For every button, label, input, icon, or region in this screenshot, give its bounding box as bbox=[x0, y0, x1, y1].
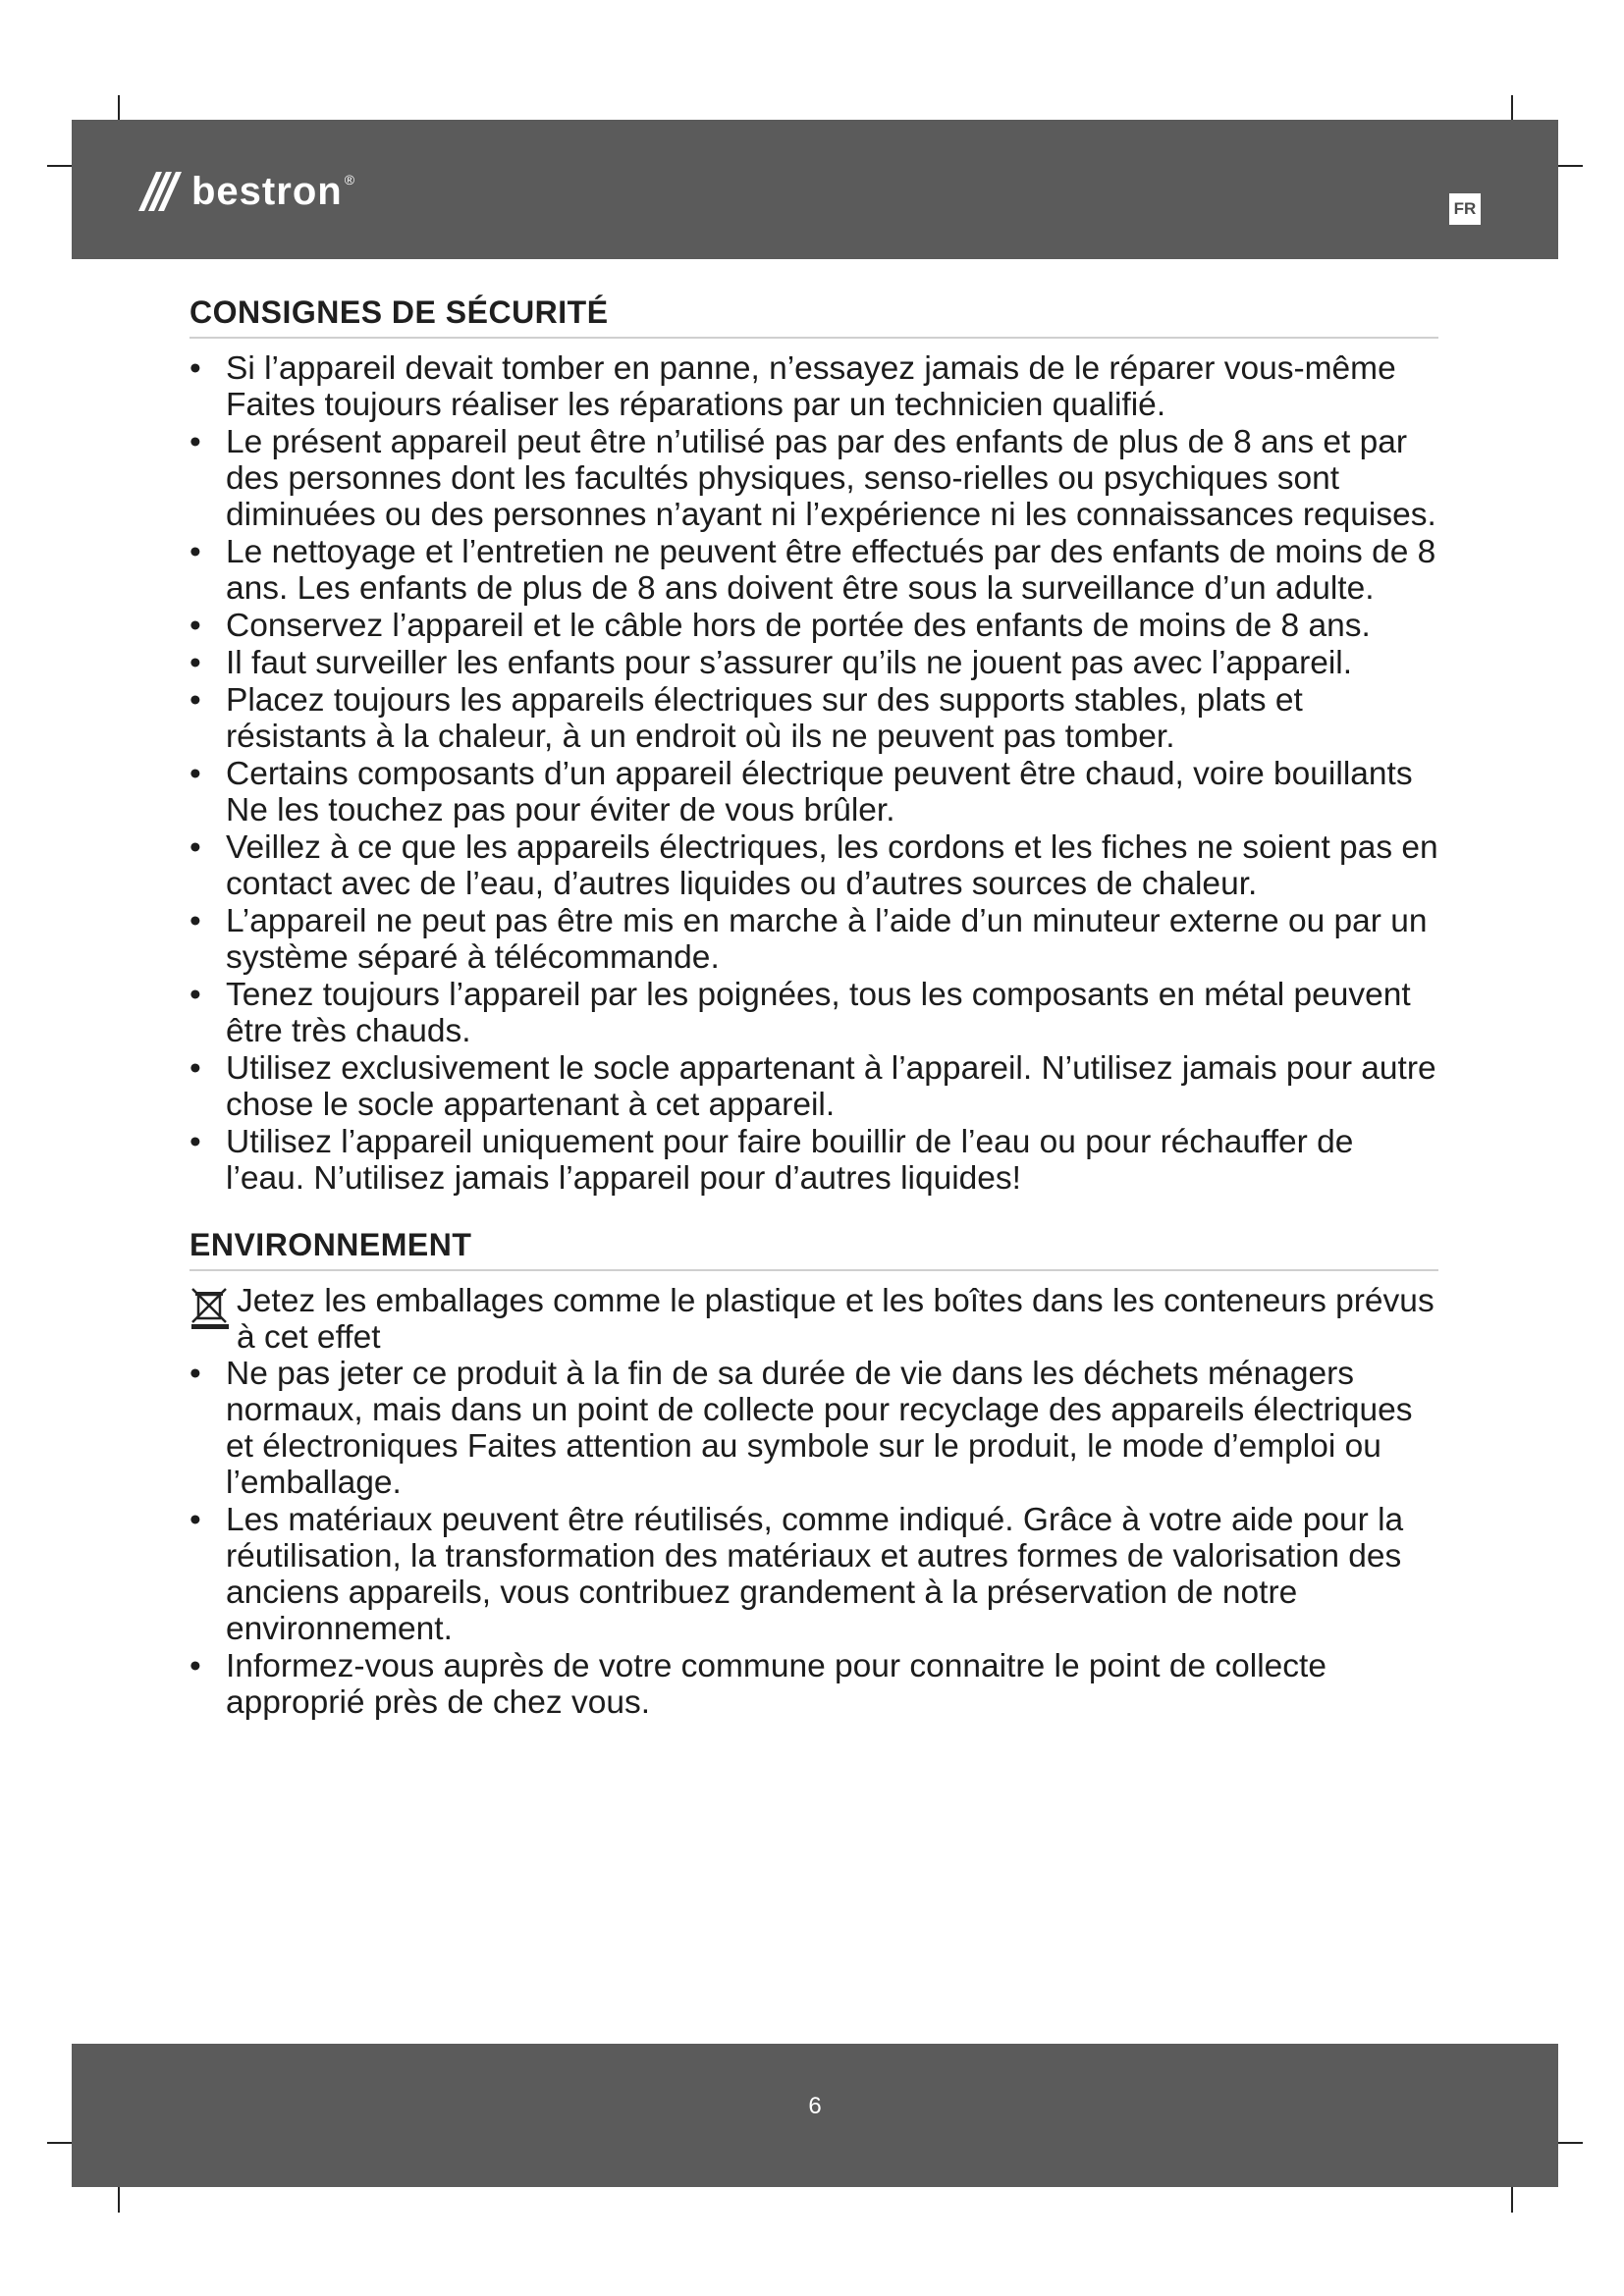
list-item bbox=[189, 534, 1438, 607]
header-band bbox=[72, 120, 1558, 259]
environment-intro-text: Jetez les emballages comme le plastique et les boîtes dans les conteneurs prévus à cet effet bbox=[237, 1283, 1435, 1356]
bullet: • bbox=[189, 682, 201, 719]
crossed-out-bin-icon bbox=[189, 1287, 231, 1330]
list-item-text: Les matériaux peuvent être réutilisés, comme indiqué. Grâce à votre aide pour la réutilisation, la transformation des matériaux et autres formes de valorisation des anciens appareils, vous contribuez grandement à la préservation de notre environnement. bbox=[226, 1502, 1404, 1647]
list-item-text: Il faut surveiller les enfants pour s’assurer qu’ils ne jouent pas avec l’appareil. bbox=[226, 645, 1353, 681]
list-item-text: Ne pas jeter ce produit à la fin de sa durée de vie dans les déchets ménagers normaux, mais dans un point de collecte pour recyclage des appareils électriques et électroniques Faites attention au symbole sur le produit, le mode d’emploi ou l’emballage. bbox=[226, 1356, 1413, 1501]
bullet: • bbox=[189, 1502, 201, 1538]
bullet: • bbox=[189, 350, 201, 387]
list-item bbox=[189, 608, 1438, 644]
list-item-text: Informez-vous auprès de votre commune pour connaitre le point de collecte approprié près de chez vous. bbox=[226, 1648, 1326, 1721]
footer-band bbox=[72, 2044, 1558, 2187]
environment-section-title: ENVIRONNEMENT bbox=[189, 1227, 1438, 1271]
list-item bbox=[189, 977, 1438, 1049]
bullet: • bbox=[189, 1356, 201, 1392]
list-item bbox=[189, 424, 1438, 533]
list-item bbox=[189, 645, 1438, 681]
bullet: • bbox=[189, 645, 201, 681]
list-item bbox=[189, 1648, 1438, 1721]
safety-section-title: CONSIGNES DE SÉCURITÉ bbox=[189, 294, 1438, 339]
bullet: • bbox=[189, 903, 201, 939]
registered-mark: ® bbox=[344, 172, 355, 187]
bullet: • bbox=[189, 424, 201, 460]
bullet: • bbox=[189, 534, 201, 570]
brand-logo bbox=[138, 167, 354, 216]
list-item bbox=[189, 1050, 1438, 1123]
language-badge: FR bbox=[1449, 193, 1481, 225]
list-item-text: L’appareil ne peut pas être mis en marche à l’aide d’un minuteur externe ou par un système séparé à télécommande. bbox=[226, 903, 1428, 976]
bullet: • bbox=[189, 829, 201, 866]
bullet: • bbox=[189, 1050, 201, 1087]
list-item-text: Conservez l’appareil et le câble hors de portée des enfants de moins de 8 ans. bbox=[226, 608, 1371, 644]
environment-list bbox=[189, 1356, 1438, 1721]
list-item-text: Si l’appareil devait tomber en panne, n’essayez jamais de le réparer vous-même Faites toujours réaliser les réparations par un technicien qualifié. bbox=[226, 350, 1396, 423]
list-item-text: Le nettoyage et l’entretien ne peuvent être effectués par des enfants de moins de 8 ans. Les enfants de plus de 8 ans doivent être sous la surveillance d’un adulte. bbox=[226, 534, 1436, 607]
list-item bbox=[189, 903, 1438, 976]
bullet: • bbox=[189, 756, 201, 792]
environment-intro bbox=[189, 1283, 1438, 1356]
bullet: • bbox=[189, 608, 201, 644]
page-content bbox=[189, 294, 1438, 1722]
chevron-logo-icon bbox=[138, 172, 182, 211]
list-item bbox=[189, 1502, 1438, 1647]
page-number: 6 bbox=[808, 2093, 822, 2119]
list-item-text: Placez toujours les appareils électriques sur des supports stables, plats et résistants à la chaleur, à un endroit où ils ne peuvent pas tomber. bbox=[226, 682, 1303, 755]
list-item bbox=[189, 756, 1438, 828]
list-item-text: Utilisez l’appareil uniquement pour faire bouillir de l’eau ou pour réchauffer de l’eau. N’utilisez jamais l’appareil pour d’autres liquides! bbox=[226, 1124, 1354, 1197]
safety-list bbox=[189, 350, 1438, 1197]
brand-name: bestron bbox=[191, 170, 343, 213]
list-item bbox=[189, 1124, 1438, 1197]
bullet: • bbox=[189, 1648, 201, 1684]
list-item bbox=[189, 1356, 1438, 1501]
list-item bbox=[189, 350, 1438, 423]
list-item-text: Le présent appareil peut être n’utilisé pas par des enfants de plus de 8 ans et par des personnes dont les facultés physiques, senso-rielles ou psychiques sont diminuées ou des personnes n’ayant ni l’expérience ni les connaissances requises. bbox=[226, 424, 1436, 533]
list-item-text: Tenez toujours l’appareil par les poignées, tous les composants en métal peuvent être très chauds. bbox=[226, 977, 1411, 1049]
bullet: • bbox=[189, 1124, 201, 1160]
list-item bbox=[189, 829, 1438, 902]
list-item-text: Utilisez exclusivement le socle appartenant à l’appareil. N’utilisez jamais pour autre chose le socle appartenant à cet appareil. bbox=[226, 1050, 1436, 1123]
list-item-text: Veillez à ce que les appareils électriques, les cordons et les fiches ne soient pas en contact avec de l’eau, d’autres liquides ou d’autres sources de chaleur. bbox=[226, 829, 1438, 902]
list-item-text: Certains composants d’un appareil électrique peuvent être chaud, voire bouillants Ne les touchez pas pour éviter de vous brûler. bbox=[226, 756, 1413, 828]
list-item bbox=[189, 682, 1438, 755]
bullet: • bbox=[189, 977, 201, 1013]
